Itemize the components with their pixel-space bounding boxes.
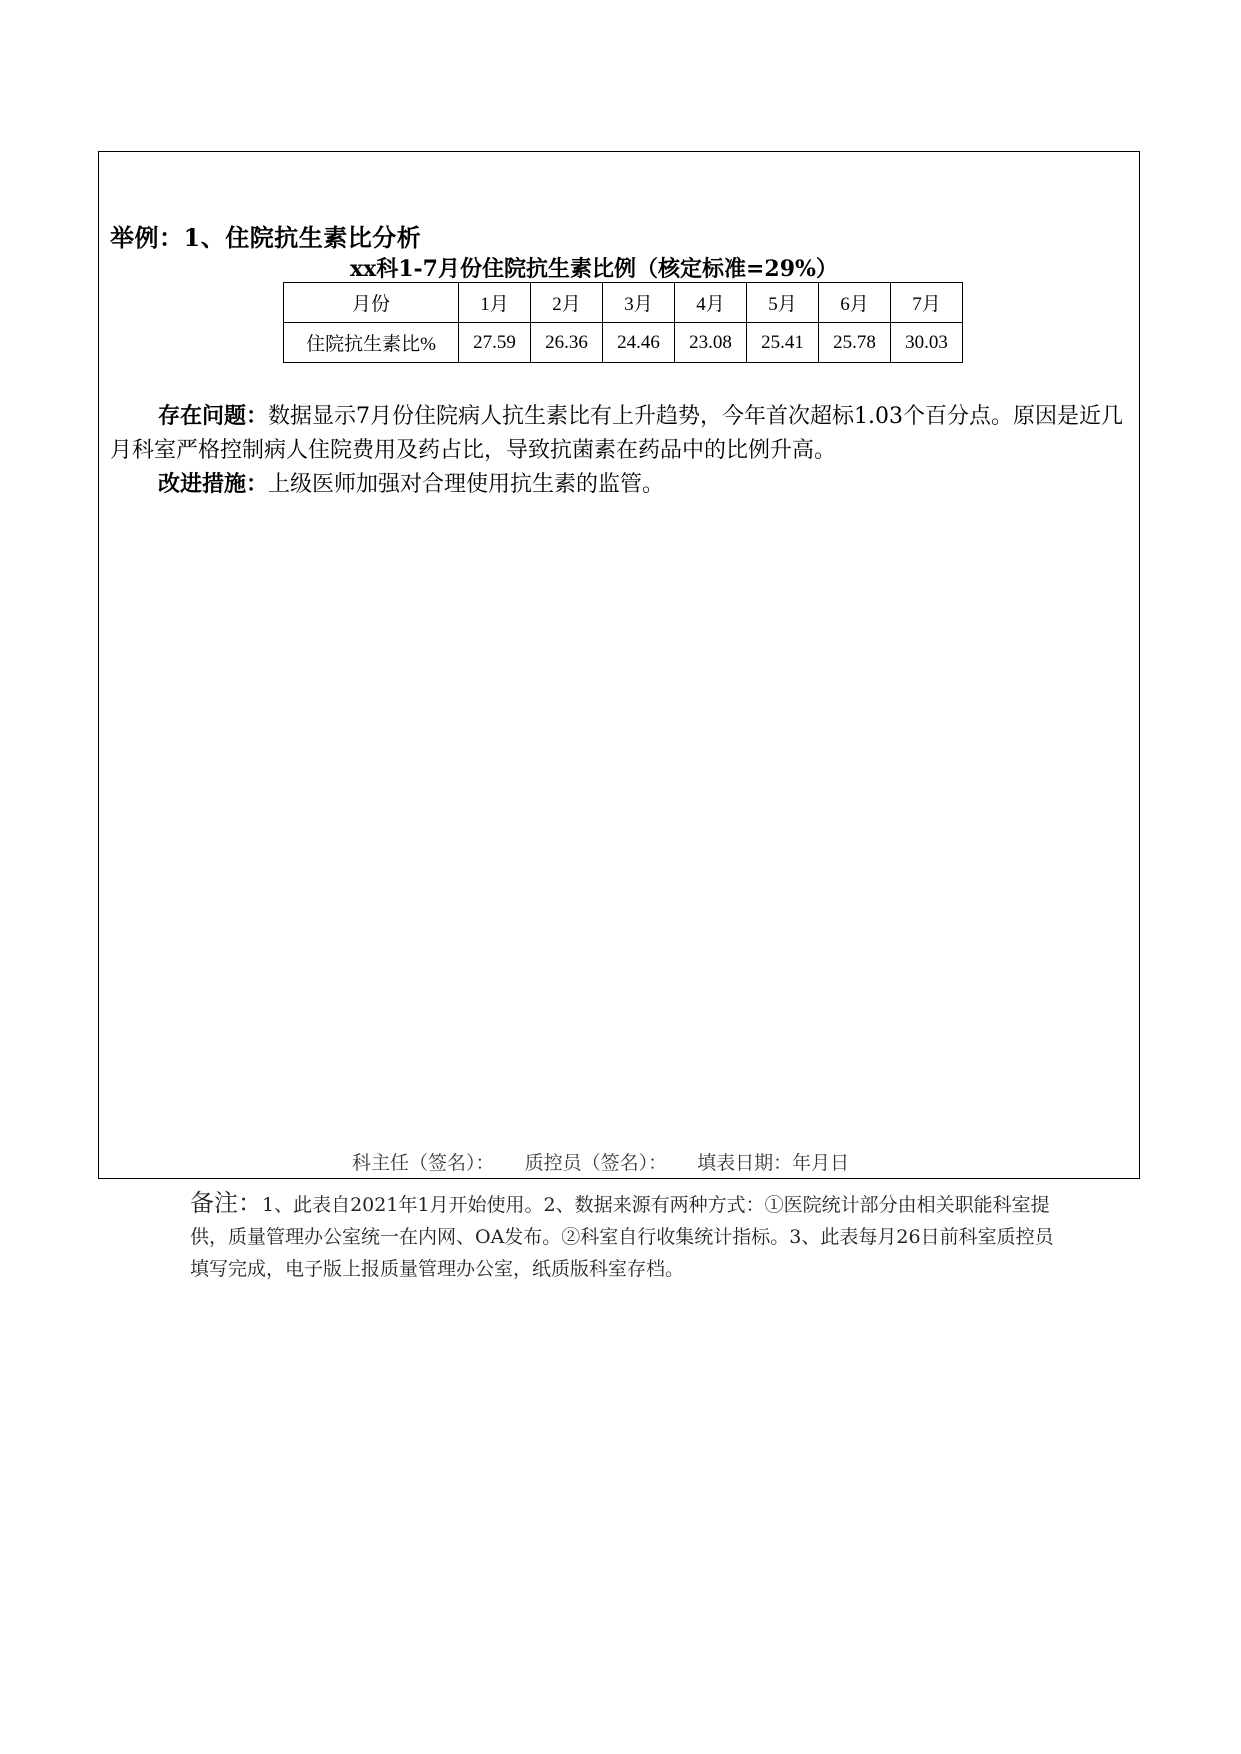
- value-cell: 25.78: [819, 323, 891, 363]
- month-cell: 7月: [891, 283, 963, 323]
- antibiotic-ratio-table: [283, 282, 963, 363]
- value-cell: 26.36: [531, 323, 603, 363]
- qc-signature: 质控员（签名）：: [524, 1152, 668, 1174]
- remarks-label: 备注：: [190, 1189, 262, 1217]
- table-value-row: [284, 323, 963, 363]
- measures-text: 上级医师加强对合理使用抗生素的监管。: [268, 472, 665, 497]
- value-cell: 23.08: [675, 323, 747, 363]
- measures-paragraph: [158, 467, 1183, 502]
- director-signature: 科主任（签名）：: [352, 1152, 495, 1174]
- month-cell: 2月: [531, 283, 603, 323]
- month-cell: 4月: [675, 283, 747, 323]
- value-cell: 30.03: [891, 323, 963, 363]
- month-cell: 1月: [459, 283, 531, 323]
- table-header-row: [284, 283, 963, 323]
- problem-text: 数据显示7月份住院病人抗生素比有上升趋势，今年首次超标1.03个百分点。原因是近几月科室严格控制病人住院费用及药占比，导致抗菌素在药品中的比例升高。: [110, 404, 1123, 463]
- value-cell: 27.59: [459, 323, 531, 363]
- remarks: [190, 1187, 1060, 1285]
- example-heading: 举例：1、住院抗生素比分析: [110, 223, 422, 252]
- month-cell: 6月: [819, 283, 891, 323]
- remarks-text: 1、此表自2021年1月开始使用。2、数据来源有两种方式：①医院统计部分由相关职能科室提供，质量管理办公室统一在内网、OA发布。②科室自行收集统计指标。3、此表每月26日前科室质控员填写完成，电子版上报质量管理办公室，纸质版科室存档。: [190, 1194, 1054, 1280]
- month-cell: 3月: [603, 283, 675, 323]
- fill-date: 填表日期：年月日: [697, 1152, 850, 1174]
- problem-label: 存在问题：: [158, 403, 269, 429]
- measures-label: 改进措施：: [158, 471, 269, 497]
- header-label-cell: 月份: [284, 283, 459, 323]
- problem-paragraph: [110, 399, 1135, 468]
- value-cell: 25.41: [747, 323, 819, 363]
- signature-line: [352, 1148, 873, 1175]
- row-label-cell: 住院抗生素比%: [284, 323, 459, 363]
- month-cell: 5月: [747, 283, 819, 323]
- table-title: xx科1-7月份住院抗生素比例（核定标准=29%）: [350, 256, 838, 282]
- value-cell: 24.46: [603, 323, 675, 363]
